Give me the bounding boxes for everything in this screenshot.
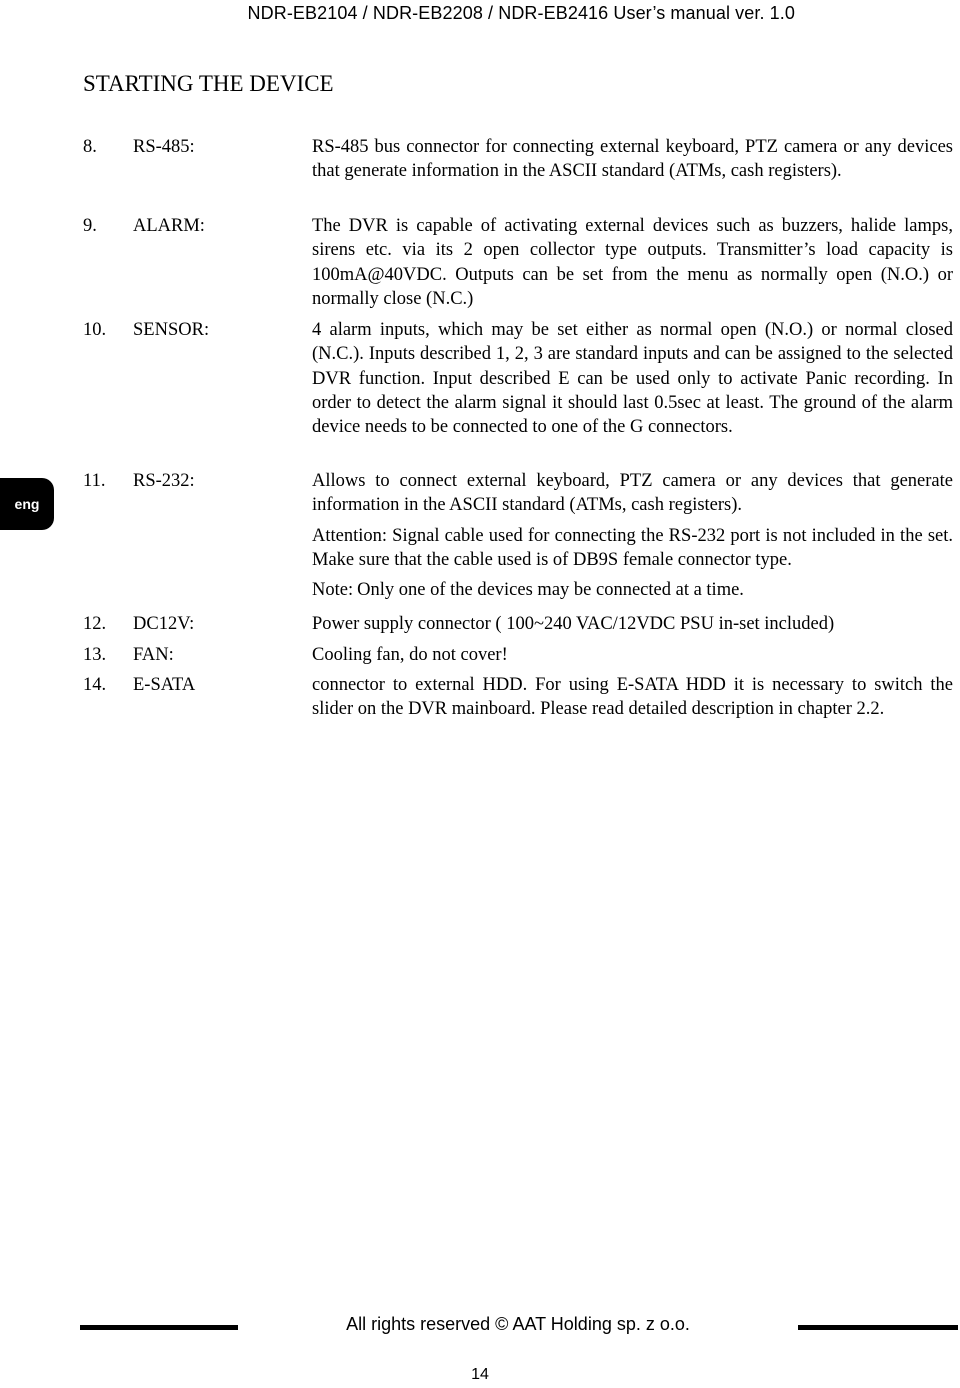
entry-number: 10. xyxy=(83,320,107,340)
description-paragraph: connector to external HDD. For using E-SATA HDD it is necessary to switch the slider on the DVR mainboard. Please read detailed description in chapter 2.2. xyxy=(312,675,953,720)
entry-label: RS-232: xyxy=(133,471,195,491)
entry-description xyxy=(312,135,953,184)
note-label: Note: xyxy=(312,580,354,601)
connector-entry-esata xyxy=(83,673,953,722)
entry-label: ALARM: xyxy=(133,216,205,236)
entry-label: RS-485: xyxy=(133,137,195,157)
connector-entry-sensor xyxy=(83,318,953,439)
entry-description xyxy=(312,469,953,602)
entry-label: E-SATA xyxy=(133,675,196,695)
entry-description xyxy=(312,214,953,311)
entry-label: SENSOR: xyxy=(133,320,210,340)
entry-number: 11. xyxy=(83,471,106,491)
footer-copyright: All rights reserved © AAT Holding sp. z o.o. xyxy=(346,1314,690,1334)
language-tab: eng xyxy=(0,478,54,530)
connector-entry-dc12v xyxy=(83,612,953,636)
connector-entry-rs485 xyxy=(83,135,953,184)
note-text: Only one of the devices may be connected at a time. xyxy=(357,580,744,601)
footer-rule-right xyxy=(798,1325,958,1330)
description-paragraph: Allows to connect external keyboard, PTZ camera or any devices that generate information in the ASCII standard (ATMs, cash registers). xyxy=(312,471,953,516)
entry-description xyxy=(312,643,953,667)
entry-number: 8. xyxy=(83,137,97,157)
connector-entry-alarm xyxy=(83,214,953,311)
entry-number: 13. xyxy=(83,645,107,665)
entry-label: DC12V: xyxy=(133,614,195,634)
entry-number: 14. xyxy=(83,675,107,695)
description-paragraph: RS-485 bus connector for connecting external keyboard, PTZ camera or any devices that generate information in the ASCII standard (ATMs, cash registers). xyxy=(312,137,953,182)
entry-number: 12. xyxy=(83,614,107,634)
description-paragraph: Power supply connector ( 100~240 VAC/12VDC PSU in-set included) xyxy=(312,614,835,634)
description-paragraph: 4 alarm inputs, which may be set either as normal open (N.O.) or normal closed (N.C.). Inputs described 1, 2, 3 are standard inputs and can be assigned to the selected DVR function. Input described E can be used only to activate Panic recording. In order to detect the alarm signal it should last 0.5sec at least. The ground of the alarm device needs to be connected to one of the G connectors. xyxy=(312,320,953,438)
entry-number: 9. xyxy=(83,216,97,236)
section-title: STARTING THE DEVICE xyxy=(83,71,334,96)
connector-entry-fan xyxy=(83,643,953,667)
note-paragraph xyxy=(312,578,953,602)
entry-description xyxy=(312,673,953,722)
entry-label: FAN: xyxy=(133,645,174,665)
document-header-title: NDR-EB2104 / NDR-EB2208 / NDR-EB2416 User’s manual ver. 1.0 xyxy=(247,3,795,23)
description-paragraph: The DVR is capable of activating external devices such as buzzers, halide lamps, sirens etc. via its 2 open collector type outputs. Transmitter’s load capacity is 100mA@40VDC. Outputs can be set from the menu as normally open (N.O.) or normally close (N.C.) xyxy=(312,216,953,309)
footer-rule-left xyxy=(80,1325,238,1330)
entry-description xyxy=(312,612,953,636)
connector-entry-rs232 xyxy=(83,469,953,602)
attention-paragraph: Attention: Signal cable used for connecting the RS-232 port is not included in the set. Make sure that the cable used is of DB9S female connector type. xyxy=(312,525,953,570)
description-paragraph: Cooling fan, do not cover! xyxy=(312,645,508,665)
page-number: 14 xyxy=(471,1366,489,1383)
entry-description xyxy=(312,318,953,439)
